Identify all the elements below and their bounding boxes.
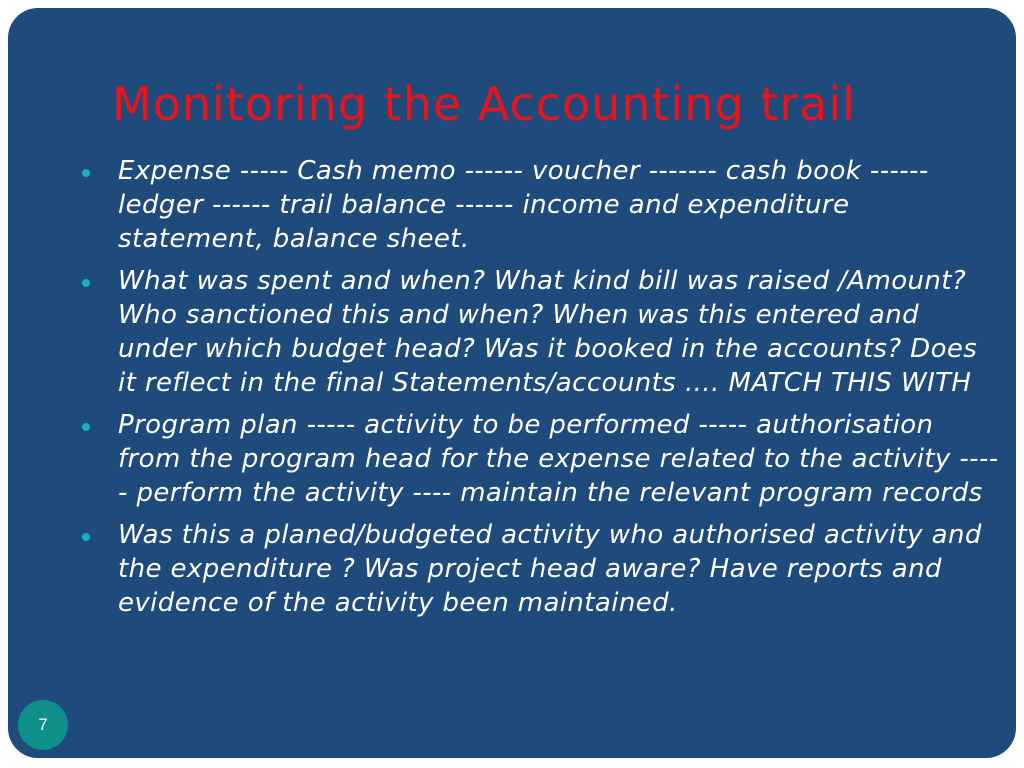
bullet-dot-icon (82, 423, 90, 431)
bullet-text: Expense ----- Cash memo ------ voucher ------- cash book ------ ledger ------ trail balance ------ income and expenditure statement, balance sheet. (118, 156, 929, 254)
bullet-text: Was this a planed/budgeted activity who authorised activity and the expenditure ? Was project head aware? Have reports and evidence of the activity been maintained. (118, 520, 982, 618)
bullet-dot-icon (82, 279, 90, 287)
bullet-list (80, 154, 1000, 628)
bullet-dot-icon (82, 169, 90, 177)
list-item (80, 518, 1000, 620)
page-number-badge: 7 (18, 700, 68, 750)
list-item (80, 264, 1000, 400)
slide (8, 8, 1016, 758)
bullet-text: What was spent and when? What kind bill was raised /Amount? Who sanctioned this and when? When was this entered and under which budget head? Was it booked in the accounts? Does it reflect in the final Statements/accounts …. MATCH THIS WITH (118, 266, 978, 398)
list-item (80, 154, 1000, 256)
bullet-dot-icon (82, 533, 90, 541)
list-item (80, 408, 1000, 510)
slide-title: Monitoring the Accounting trail (112, 77, 856, 131)
bullet-text: Program plan ----- activity to be performed ----- authorisation from the program head for the expense related to the activity ----- perform the activity ---- maintain the relevant program records (118, 410, 999, 508)
